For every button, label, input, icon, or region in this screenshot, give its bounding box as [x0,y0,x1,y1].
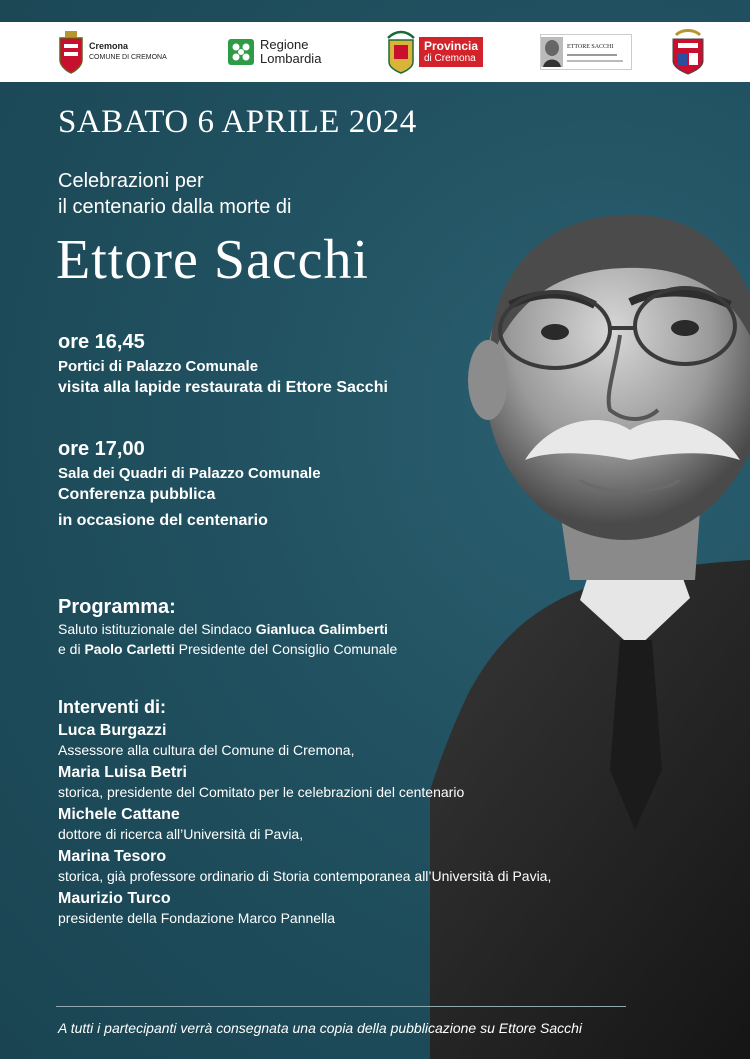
honoree-name: Ettore Sacchi [56,229,370,291]
comune-cremona-logo [58,28,167,76]
sacchi-portrait-thumb-icon [541,37,563,67]
speaker-role: Assessore alla cultura del Comune di Cremona, [58,742,355,758]
provincia-logo-line1: Provincia [424,39,479,53]
speaker-name: Maria Luisa Betri [58,764,187,781]
programma-text: Presidente del Consiglio Comunale [174,641,398,657]
provincia-crest-icon [386,30,416,74]
speaker-item [58,722,551,760]
event-description: Conferenza pubblica [58,486,216,503]
provincia-cremona-logo [386,28,483,76]
subtitle-line-2: il centenario dalla morte di [58,196,292,218]
ettore-sacchi-centenary-logo [540,34,632,70]
speaker-item [58,890,551,928]
footer-note: A tutti i partecipanti verrà consegnata una copia della pubblicazione su Ettore Sacchi [58,1020,583,1036]
event-description: in occasione del centenario [58,512,268,529]
event-time: ore 16,45 [58,331,145,353]
event-subtitle [58,168,291,220]
programma-line-2 [58,639,397,659]
event-place: Portici di Palazzo Comunale [58,358,259,375]
logo-strip [0,22,750,82]
sacchi-logo-line1: ETTORE SACCHI [567,43,614,50]
lombardia-logo-line1: Regione [260,37,309,52]
provincia-logo-line2: di Cremona [424,53,476,64]
speaker-item [58,764,551,802]
event-place: Sala dei Quadri di Palazzo Comunale [58,465,321,482]
council-president-name: Paolo Carletti [84,641,175,657]
subtitle-line-1: Celebrazioni per [58,170,204,192]
regione-lombardia-logo [228,28,321,76]
event-block-2 [58,438,321,534]
programma-text: e di [58,641,85,657]
coat-of-arms-logo [670,28,706,76]
event-description: visita alla lapide restaurata di Ettore Sacchi [58,379,388,396]
programma-text: Saluto istituzionale del Sindaco [58,621,256,637]
programma-title: Programma: [58,596,176,618]
coat-of-arms-icon [670,29,706,75]
speaker-name: Michele Cattane [58,806,180,823]
sacchi-logo-rule [567,54,617,56]
speaker-role: storica, già professore ordinario di Storia contemporanea all’Università di Pavia, [58,868,552,884]
event-time: ore 17,00 [58,438,145,460]
event-date: SABATO 6 APRILE 2024 [58,104,417,140]
programma-line-1 [58,619,397,639]
lombardia-rose-icon [228,39,254,65]
speaker-list [58,722,551,928]
programma-section [58,596,397,659]
cremona-logo-line1: Cremona [89,41,129,51]
mayor-name: Gianluca Galimberti [255,621,388,637]
speaker-role: dottore di ricerca all’Università di Pavia, [58,826,304,842]
sacchi-logo-rule [567,60,623,62]
interventi-title: Interventi di: [58,697,167,717]
cremona-crest-icon [58,30,84,74]
interventi-section [58,697,551,928]
speaker-item [58,848,551,886]
lombardia-logo-line2: Lombardia [260,51,322,66]
speaker-name: Luca Burgazzi [58,722,167,739]
speaker-name: Maurizio Turco [58,890,171,907]
cremona-logo-line2: COMUNE DI CREMONA [89,54,167,61]
speaker-item [58,806,551,844]
speaker-role: presidente della Fondazione Marco Pannella [58,910,336,926]
event-block-1 [58,331,388,401]
footer-divider [56,1006,626,1007]
speaker-name: Marina Tesoro [58,848,167,865]
speaker-role: storica, presidente del Comitato per le celebrazioni del centenario [58,784,465,800]
